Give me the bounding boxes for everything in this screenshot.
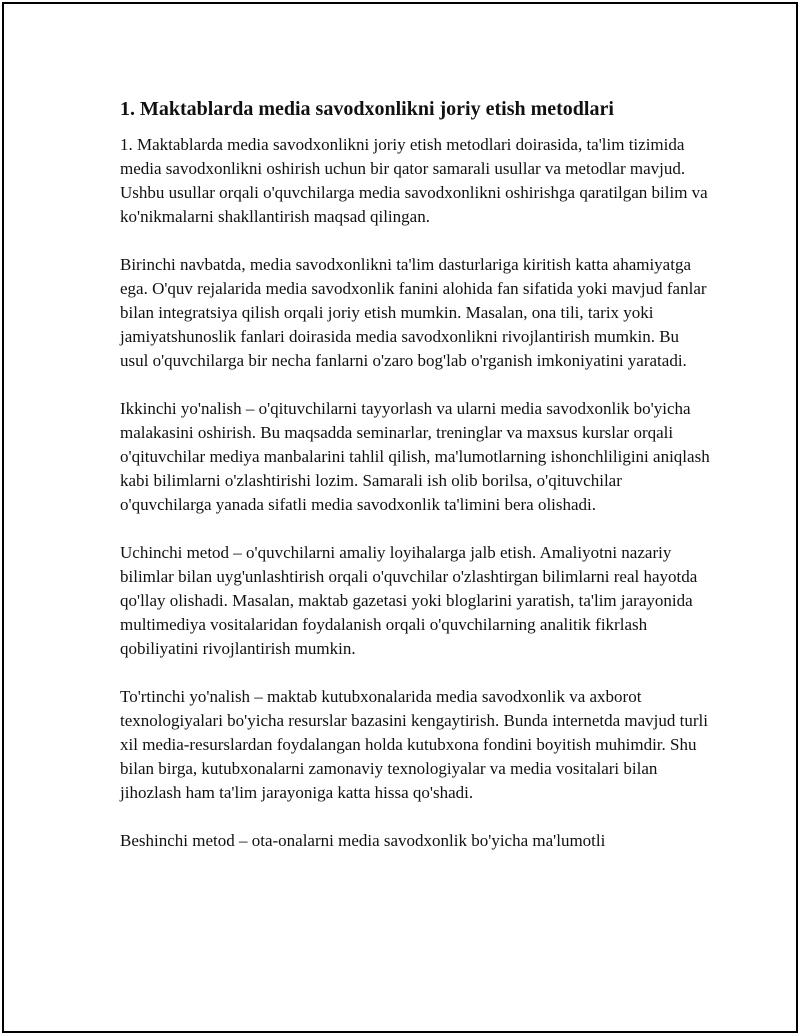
paragraph-3: Ikkinchi yo'nalish – o'qituvchilarni tayyorlash va ularni media savodxonlik bo'yicha malakasini oshirish. Bu maqsadda seminarlar, treninglar va maxsus kurslar orqali o'qituvchilar mediya manbalarini tahlil qilish, ma'lumotlarning ishonchliligini aniqlash kabi bilimlarni o'zlashtirishi lozim. Samarali ish olib borilsa, o'qituvchilar o'quvchilarga yanada sifatli media savodxonlik ta'limini bera olishadi. [120, 399, 710, 514]
paragraph-1: 1. Maktablarda media savodxonlikni joriy etish metodlari doirasida, ta'lim tizimida media savodxonlikni oshirish uchun bir qator samarali usullar va metodlar mavjud. Ushbu usullar orqali o'quvchilarga media savodxonlikni oshirishga qaratilgan bilim va ko'nikmalarni shakllantirish maqsad qilingan. [120, 135, 708, 226]
document-title: 1. Maktablarda media savodxonlikni joriy etish metodlari [120, 98, 614, 120]
paragraph-2: Birinchi navbatda, media savodxonlikni ta'lim dasturlariga kiritish katta ahamiyatga ega. O'quv rejalarida media savodxonlik fanini alohida fan sifatida yoki mavjud fanlar bilan integratsiya qilish orqali joriy etish mumkin. Masalan, ona tili, tarix yoki jamiyatshunoslik fanlari doirasida media savodxonlikni rivojlantirish mumkin. Bu usul o'quvchilarga bir necha fanlarni o'zaro bog'lab o'rganish imkoniyatini yaratadi. [120, 255, 707, 370]
paragraph-4: Uchinchi metod – o'quvchilarni amaliy loyihalarga jalb etish. Amaliyotni nazariy bilimlar bilan uyg'unlashtirish orqali o'quvchilar o'zlashtirgan bilimlarni real hayotda qo'llay olishadi. Masalan, maktab gazetasi yoki bloglarini yaratish, ta'lim jarayonida multimediya vositalaridan foydalanish orqali o'quvchilarning analitik fikrlash qobiliyatini rivojlantirish mumkin. [120, 543, 698, 658]
document-body [120, 96, 710, 877]
page-frame [2, 2, 798, 1033]
paragraph-6: Beshinchi metod – ota-onalarni media savodxonlik bo'yicha ma'lumotli [120, 831, 606, 850]
paragraph-5: To'rtinchi yo'nalish – maktab kutubxonalarida media savodxonlik va axborot texnologiyalari bo'yicha resurslar bazasini kengaytirish. Bunda internetda mavjud turli xil media-resurslardan foydalangan holda kutubxona fondini boyitish muhimdir. Shu bilan birga, kutubxonalarni zamonaviy texnologiyalar va media vositalari bilan jihozlash ham ta'lim jarayoniga katta hissa qo'shadi. [120, 687, 708, 802]
